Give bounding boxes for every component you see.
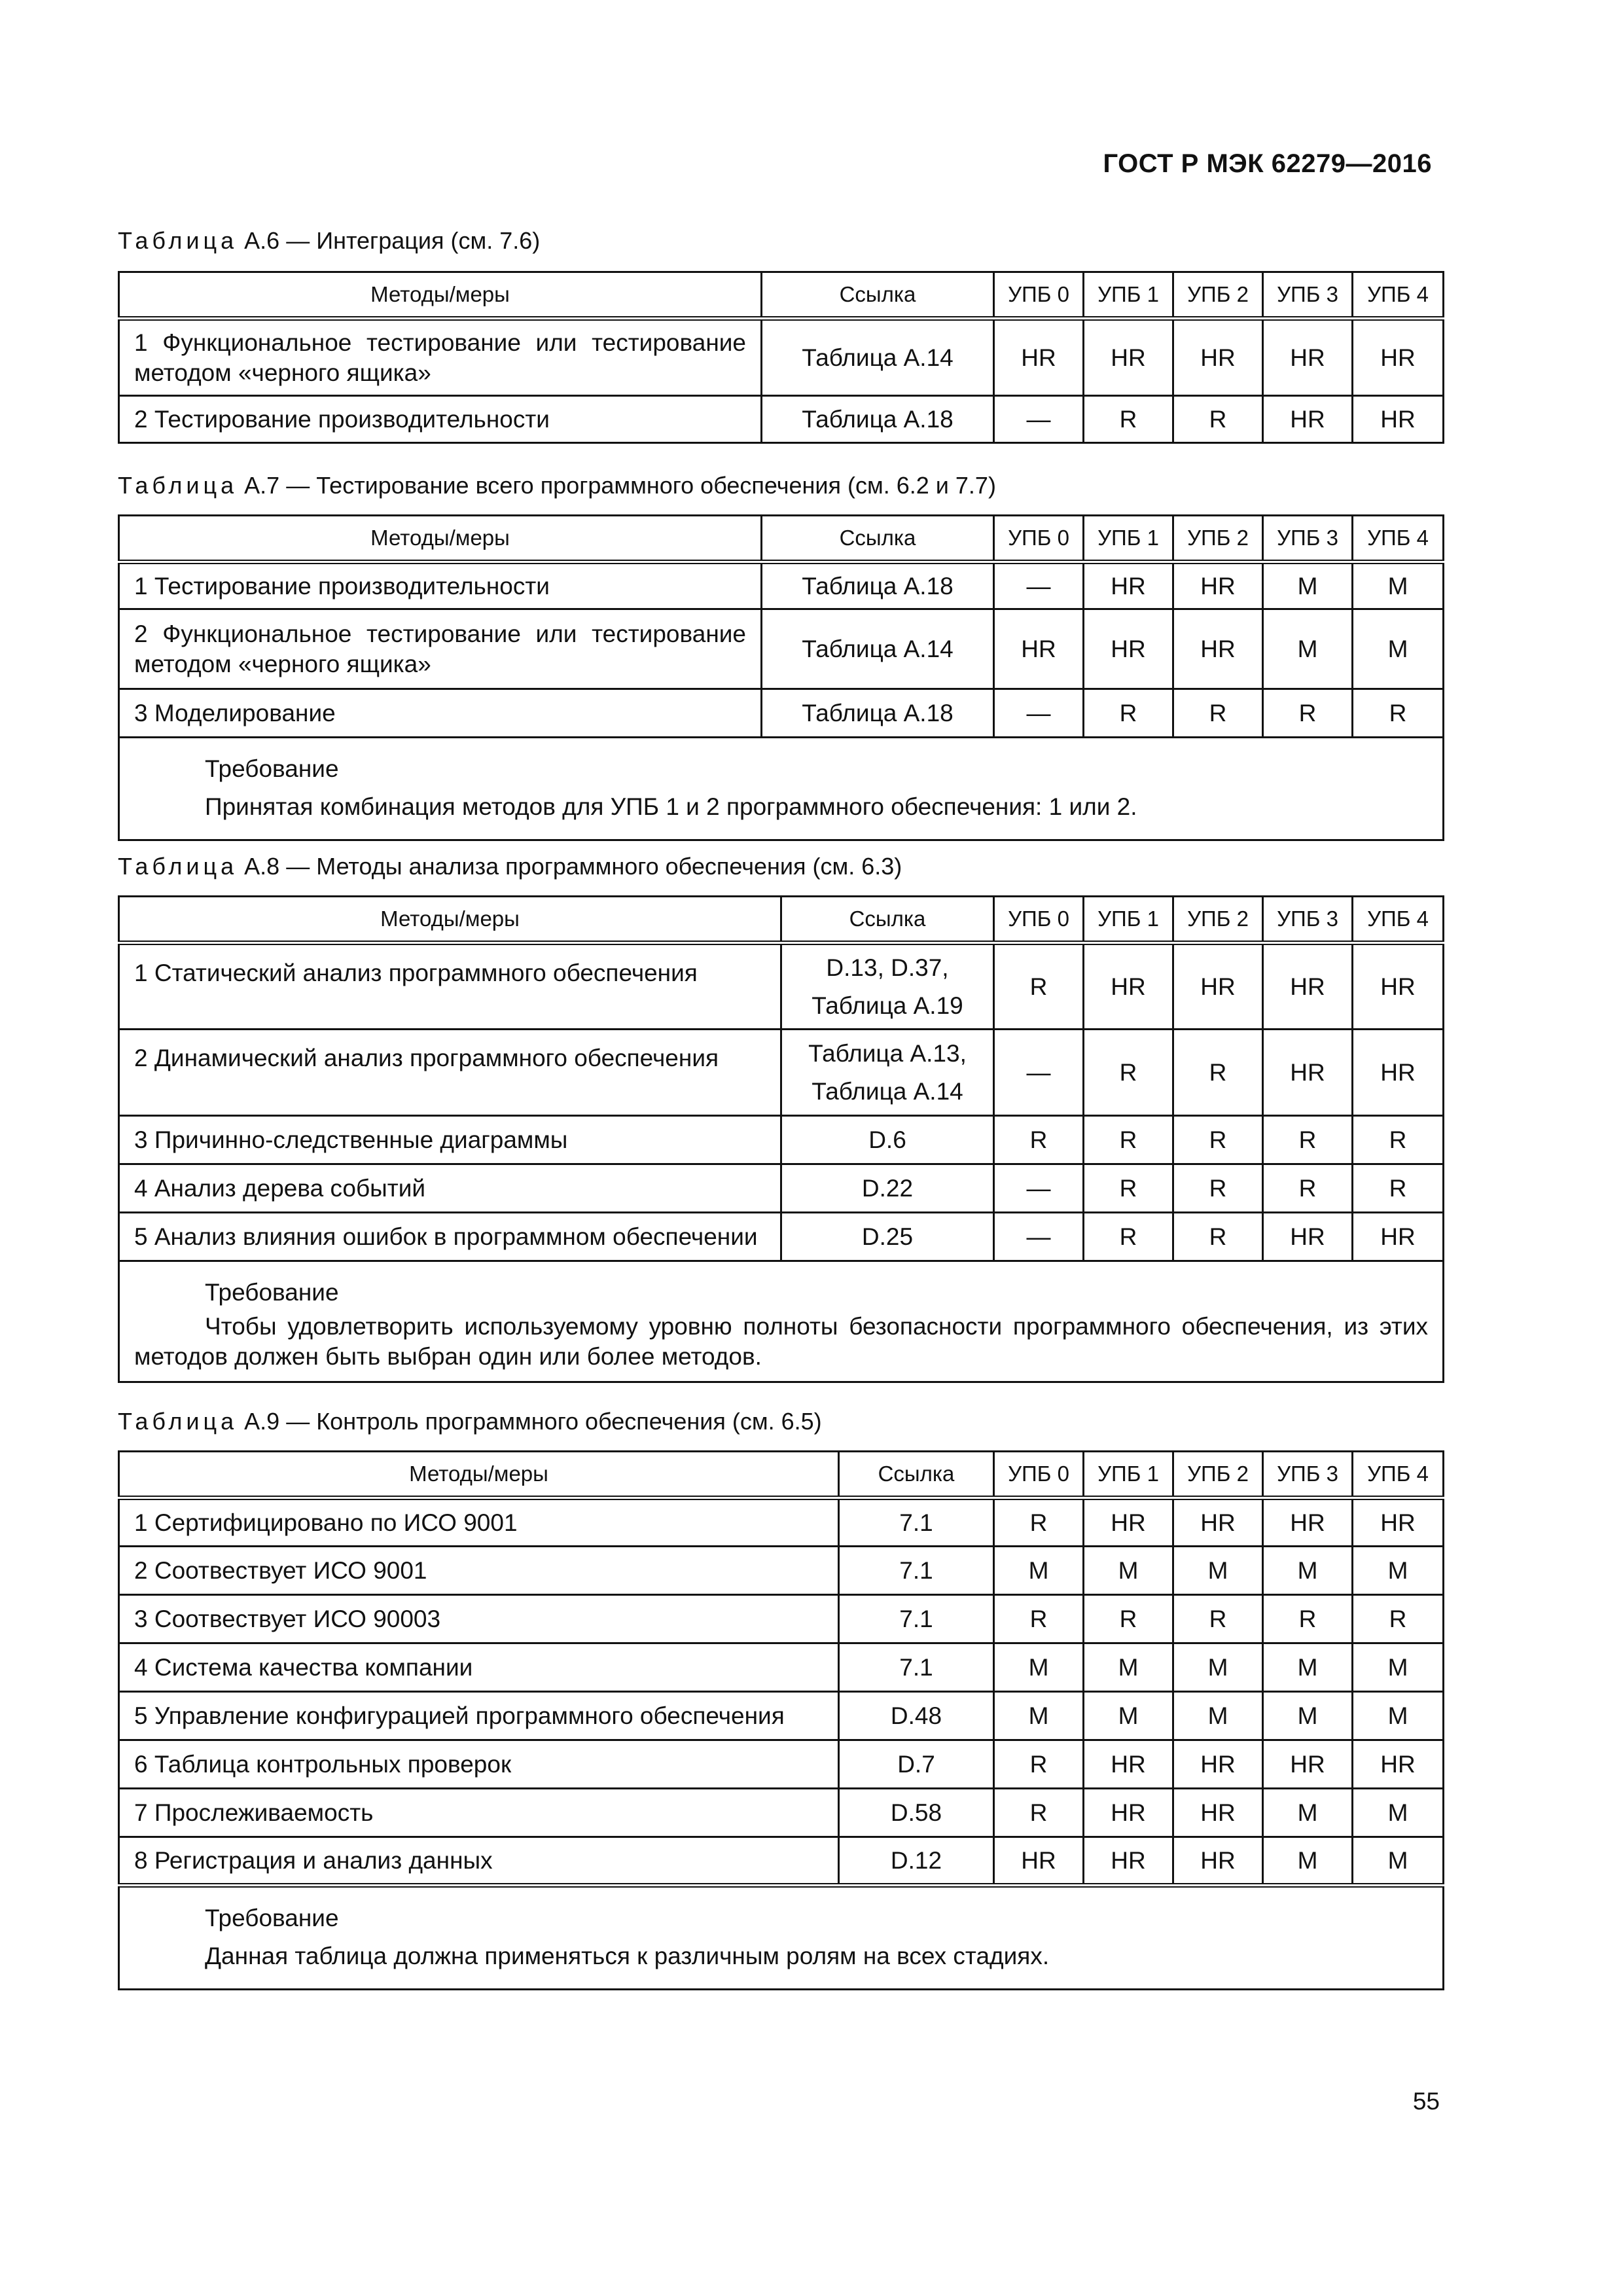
col-methods: Методы/меры xyxy=(119,516,762,562)
document-header: ГОСТ Р МЭК 62279—2016 xyxy=(1103,149,1432,178)
value-cell: HR xyxy=(1353,943,1444,1030)
col-upb1: УПБ 1 xyxy=(1084,272,1173,319)
table-a6-caption: Таблица А.6 — Интеграция (см. 7.6) xyxy=(118,227,541,254)
table-header-row xyxy=(119,272,1444,319)
value-cell: HR xyxy=(1173,1740,1263,1789)
table-a7-caption: Таблица А.7 — Тестирование всего программного обеспечения (см. 6.2 и 7.7) xyxy=(118,472,996,499)
value-cell: M xyxy=(1084,1643,1173,1692)
col-upb2: УПБ 2 xyxy=(1173,272,1263,319)
table-a8-caption: Таблица А.8 — Методы анализа программного обеспечения (см. 6.3) xyxy=(118,853,902,880)
value-cell: M xyxy=(1263,609,1353,689)
table-row xyxy=(119,1595,1444,1643)
value-cell: R xyxy=(994,1740,1084,1789)
requirement-cell xyxy=(119,1886,1444,1990)
value-cell: M xyxy=(1263,1547,1353,1595)
method-cell: 4 Система качества компании xyxy=(119,1643,839,1692)
col-upb0: УПБ 0 xyxy=(994,1452,1084,1498)
value-cell: HR xyxy=(1353,319,1444,396)
value-cell: HR xyxy=(1353,396,1444,443)
method-cell: 6 Таблица контрольных проверок xyxy=(119,1740,839,1789)
requirement-title: Требование xyxy=(205,1905,339,1931)
method-cell: 7 Прослеживаемость xyxy=(119,1789,839,1837)
ref-cell: D.58 xyxy=(839,1789,994,1837)
ref-cell: D.13, D.37, Таблица А.19 xyxy=(781,943,994,1030)
value-cell: HR xyxy=(1353,1498,1444,1547)
ref-cell: Таблица А.13, Таблица А.14 xyxy=(781,1030,994,1116)
table-header-row xyxy=(119,1452,1444,1498)
value-cell: HR xyxy=(994,1837,1084,1886)
value-cell: HR xyxy=(1084,319,1173,396)
value-cell: R xyxy=(994,1595,1084,1643)
value-cell: M xyxy=(994,1692,1084,1740)
table-row xyxy=(119,1498,1444,1547)
value-cell: — xyxy=(994,689,1084,738)
value-cell: R xyxy=(994,1498,1084,1547)
value-cell: R xyxy=(1084,1164,1173,1213)
table-row xyxy=(119,319,1444,396)
table-row xyxy=(119,1789,1444,1837)
col-upb0: УПБ 0 xyxy=(994,516,1084,562)
value-cell: HR xyxy=(994,609,1084,689)
requirement-text: Данная таблица должна применяться к различным ролям на всех стадиях. xyxy=(205,1943,1050,1969)
ref-cell: 7.1 xyxy=(839,1498,994,1547)
value-cell: — xyxy=(994,562,1084,609)
value-cell: R xyxy=(1173,1595,1263,1643)
value-cell: R xyxy=(1263,689,1353,738)
value-cell: R xyxy=(1084,396,1173,443)
value-cell: R xyxy=(1263,1116,1353,1164)
table-header-row xyxy=(119,897,1444,943)
ref-cell: D.7 xyxy=(839,1740,994,1789)
requirement-row xyxy=(119,1261,1444,1382)
col-upb3: УПБ 3 xyxy=(1263,272,1353,319)
value-cell: HR xyxy=(1084,1789,1173,1837)
col-upb4: УПБ 4 xyxy=(1353,897,1444,943)
value-cell: R xyxy=(1353,1164,1444,1213)
requirement-text: Принятая комбинация методов для УПБ 1 и 2 программного обеспечения: 1 или 2. xyxy=(205,793,1137,820)
value-cell: R xyxy=(1263,1164,1353,1213)
method-cell: 1 Статический анализ программного обеспечения xyxy=(119,943,781,1030)
col-upb3: УПБ 3 xyxy=(1263,516,1353,562)
table-a8 xyxy=(118,895,1444,1383)
value-cell: — xyxy=(994,396,1084,443)
value-cell: R xyxy=(994,1116,1084,1164)
value-cell: HR xyxy=(1353,1740,1444,1789)
col-ref: Ссылка xyxy=(781,897,994,943)
requirement-title: Требование xyxy=(205,755,339,782)
page-number: 55 xyxy=(1412,2088,1440,2115)
ref-cell: 7.1 xyxy=(839,1547,994,1595)
value-cell: HR xyxy=(994,319,1084,396)
value-cell: HR xyxy=(1084,609,1173,689)
table-a9-caption: Таблица А.9 — Контроль программного обеспечения (см. 6.5) xyxy=(118,1408,822,1435)
method-cell: 2 Соотвествует ИСО 9001 xyxy=(119,1547,839,1595)
value-cell: M xyxy=(1173,1692,1263,1740)
value-cell: HR xyxy=(1084,943,1173,1030)
method-cell: 3 Моделирование xyxy=(119,689,762,738)
value-cell: M xyxy=(1263,1837,1353,1886)
table-row xyxy=(119,1213,1444,1261)
col-upb0: УПБ 0 xyxy=(994,272,1084,319)
value-cell: HR xyxy=(1173,943,1263,1030)
value-cell: R xyxy=(1353,1116,1444,1164)
ref-cell: Таблица А.18 xyxy=(762,396,994,443)
table-a9 xyxy=(118,1450,1444,1990)
value-cell: M xyxy=(1263,1789,1353,1837)
col-upb1: УПБ 1 xyxy=(1084,1452,1173,1498)
value-cell: R xyxy=(994,1789,1084,1837)
table-a7 xyxy=(118,514,1444,841)
value-cell: HR xyxy=(1084,1498,1173,1547)
ref-cell: Таблица А.14 xyxy=(762,609,994,689)
value-cell: R xyxy=(1263,1595,1353,1643)
ref-cell: D.48 xyxy=(839,1692,994,1740)
ref-cell: D.12 xyxy=(839,1837,994,1886)
table-a6 xyxy=(118,271,1444,444)
col-upb1: УПБ 1 xyxy=(1084,897,1173,943)
value-cell: R xyxy=(1084,689,1173,738)
value-cell: M xyxy=(1263,1643,1353,1692)
value-cell: HR xyxy=(1263,1030,1353,1116)
value-cell: HR xyxy=(1353,1213,1444,1261)
value-cell: M xyxy=(1353,609,1444,689)
value-cell: R xyxy=(1173,1116,1263,1164)
value-cell: HR xyxy=(1173,1837,1263,1886)
value-cell: R xyxy=(1084,1116,1173,1164)
col-methods: Методы/меры xyxy=(119,1452,839,1498)
requirement-row xyxy=(119,1886,1444,1990)
value-cell: M xyxy=(1173,1643,1263,1692)
method-cell: 1 Сертифицировано по ИСО 9001 xyxy=(119,1498,839,1547)
value-cell: — xyxy=(994,1164,1084,1213)
table-row xyxy=(119,1030,1444,1116)
table-row xyxy=(119,1547,1444,1595)
value-cell: HR xyxy=(1353,1030,1444,1116)
col-ref: Ссылка xyxy=(762,272,994,319)
method-cell: 3 Причинно-следственные диаграммы xyxy=(119,1116,781,1164)
col-methods: Методы/меры xyxy=(119,272,762,319)
method-cell: 2 Тестирование производительности xyxy=(119,396,762,443)
col-upb4: УПБ 4 xyxy=(1353,272,1444,319)
value-cell: R xyxy=(1084,1030,1173,1116)
value-cell: M xyxy=(1353,562,1444,609)
value-cell: HR xyxy=(1263,1740,1353,1789)
col-upb3: УПБ 3 xyxy=(1263,1452,1353,1498)
value-cell: HR xyxy=(1084,1837,1173,1886)
value-cell: HR xyxy=(1173,609,1263,689)
table-row xyxy=(119,396,1444,443)
col-upb4: УПБ 4 xyxy=(1353,516,1444,562)
value-cell: HR xyxy=(1263,396,1353,443)
table-row xyxy=(119,1643,1444,1692)
method-cell: 3 Соотвествует ИСО 90003 xyxy=(119,1595,839,1643)
value-cell: HR xyxy=(1084,1740,1173,1789)
value-cell: R xyxy=(1173,689,1263,738)
value-cell: M xyxy=(1084,1692,1173,1740)
ref-cell: D.25 xyxy=(781,1213,994,1261)
table-row xyxy=(119,1164,1444,1213)
value-cell: — xyxy=(994,1030,1084,1116)
table-row xyxy=(119,1116,1444,1164)
col-upb2: УПБ 2 xyxy=(1173,897,1263,943)
ref-cell: Таблица А.14 xyxy=(762,319,994,396)
value-cell: HR xyxy=(1173,1498,1263,1547)
value-cell: M xyxy=(1353,1837,1444,1886)
value-cell: HR xyxy=(1263,943,1353,1030)
ref-cell: D.22 xyxy=(781,1164,994,1213)
value-cell: M xyxy=(1084,1547,1173,1595)
value-cell: M xyxy=(1353,1547,1444,1595)
table-row xyxy=(119,609,1444,689)
col-methods: Методы/меры xyxy=(119,897,781,943)
value-cell: M xyxy=(1263,1692,1353,1740)
requirement-row xyxy=(119,738,1444,840)
method-cell: 2 Функциональное тестирование или тестирование методом «черного ящика» xyxy=(119,609,762,689)
table-row xyxy=(119,562,1444,609)
table-row xyxy=(119,1740,1444,1789)
col-upb3: УПБ 3 xyxy=(1263,897,1353,943)
value-cell: R xyxy=(1173,1030,1263,1116)
ref-cell: 7.1 xyxy=(839,1595,994,1643)
value-cell: R xyxy=(1173,1164,1263,1213)
value-cell: R xyxy=(1084,1595,1173,1643)
requirement-title: Требование xyxy=(205,1279,339,1306)
col-upb0: УПБ 0 xyxy=(994,897,1084,943)
method-cell: 1 Тестирование производительности xyxy=(119,562,762,609)
value-cell: M xyxy=(994,1547,1084,1595)
value-cell: M xyxy=(1353,1643,1444,1692)
value-cell: R xyxy=(1084,1213,1173,1261)
requirement-text: Чтобы удовлетворить используемому уровню полноты безопасности программного обеспечения, из этих методов должен быть выбран один или более методов. xyxy=(134,1313,1428,1370)
col-upb2: УПБ 2 xyxy=(1173,516,1263,562)
value-cell: M xyxy=(1353,1789,1444,1837)
ref-cell: Таблица А.18 xyxy=(762,689,994,738)
value-cell: R xyxy=(1353,689,1444,738)
col-upb2: УПБ 2 xyxy=(1173,1452,1263,1498)
value-cell: R xyxy=(1173,1213,1263,1261)
value-cell: HR xyxy=(1173,319,1263,396)
value-cell: — xyxy=(994,1213,1084,1261)
ref-cell: D.6 xyxy=(781,1116,994,1164)
col-upb1: УПБ 1 xyxy=(1084,516,1173,562)
value-cell: HR xyxy=(1173,562,1263,609)
table-row xyxy=(119,1837,1444,1886)
value-cell: M xyxy=(1263,562,1353,609)
method-cell: 1 Функциональное тестирование или тестирование методом «черного ящика» xyxy=(119,319,762,396)
col-ref: Ссылка xyxy=(762,516,994,562)
requirement-cell xyxy=(119,1261,1444,1382)
value-cell: HR xyxy=(1084,562,1173,609)
value-cell: HR xyxy=(1263,319,1353,396)
value-cell: R xyxy=(994,943,1084,1030)
method-cell: 5 Анализ влияния ошибок в программном обеспечении xyxy=(119,1213,781,1261)
table-row xyxy=(119,1692,1444,1740)
value-cell: M xyxy=(1353,1692,1444,1740)
ref-cell: Таблица А.18 xyxy=(762,562,994,609)
value-cell: HR xyxy=(1173,1789,1263,1837)
table-row xyxy=(119,943,1444,1030)
requirement-cell xyxy=(119,738,1444,840)
value-cell: R xyxy=(1173,396,1263,443)
table-header-row xyxy=(119,516,1444,562)
col-upb4: УПБ 4 xyxy=(1353,1452,1444,1498)
method-cell: 8 Регистрация и анализ данных xyxy=(119,1837,839,1886)
table-row xyxy=(119,689,1444,738)
method-cell: 2 Динамический анализ программного обеспечения xyxy=(119,1030,781,1116)
method-cell: 5 Управление конфигурацией программного обеспечения xyxy=(119,1692,839,1740)
value-cell: M xyxy=(1173,1547,1263,1595)
value-cell: HR xyxy=(1263,1498,1353,1547)
value-cell: M xyxy=(994,1643,1084,1692)
value-cell: R xyxy=(1353,1595,1444,1643)
value-cell: HR xyxy=(1263,1213,1353,1261)
col-ref: Ссылка xyxy=(839,1452,994,1498)
ref-cell: 7.1 xyxy=(839,1643,994,1692)
method-cell: 4 Анализ дерева событий xyxy=(119,1164,781,1213)
